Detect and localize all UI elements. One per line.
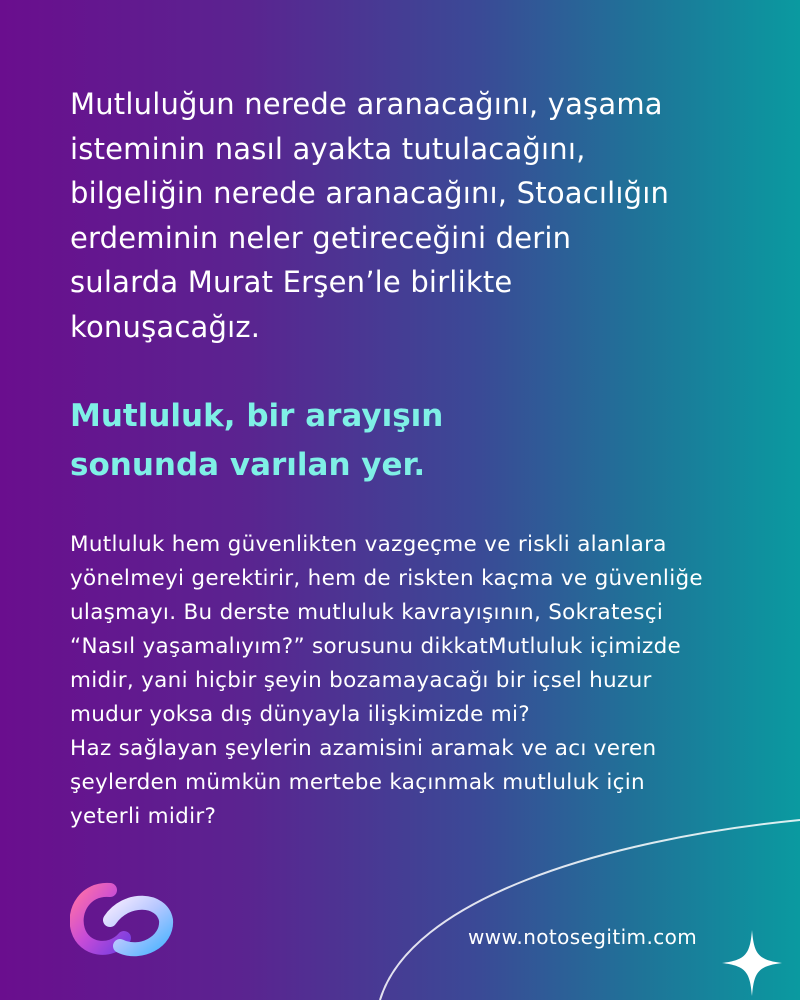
body-line: şeylerden mümkün mertebe kaçınmak mutluluk için	[70, 770, 645, 795]
notos-logo-icon	[70, 880, 174, 960]
body-line: Haz sağlayan şeylerin azamisini aramak ve acı veren	[70, 736, 657, 761]
headline-line: sonunda varılan yer.	[70, 447, 426, 483]
body-line: yönelmeyi gerektirir, hem de riskten kaçma ve güvenliğe	[70, 566, 703, 591]
body-line: mudur yoksa dış dünyayla ilişkimizde mi?	[70, 702, 531, 727]
body-paragraph	[70, 528, 750, 834]
headline	[70, 392, 670, 490]
intro-line: isteminin nasıl ayakta tutulacağını,	[70, 131, 586, 166]
intro-line: erdeminin neler getireceğini derin	[70, 220, 572, 255]
headline-line: Mutluluk, bir arayışın	[70, 398, 444, 434]
sparkle-icon	[722, 930, 782, 996]
intro-line: Mutluluğun nerede aranacağını, yaşama	[70, 87, 663, 121]
website-link[interactable]: www.notosegitim.com	[468, 925, 698, 949]
intro-line: sularda Murat Erşen’le birlikte	[70, 265, 513, 299]
body-line: “Nasıl yaşamalıyım?” sorusunu dikkatMutluluk içimizde	[70, 634, 682, 659]
intro-paragraph	[70, 82, 730, 349]
intro-line: konuşacağız.	[70, 309, 261, 344]
body-line: ulaşmayı. Bu derste mutluluk kavrayışının, Sokratesçi	[70, 600, 664, 625]
body-line: midir, yani hiçbir şeyin bozamayacağı bir içsel huzur	[70, 668, 652, 693]
body-line: Mutluluk hem güvenlikten vazgeçme ve riskli alanlara	[70, 532, 667, 557]
body-line: yeterli midir?	[70, 804, 217, 829]
intro-line: bilgeliğin nerede aranacağını, Stoacılığın	[70, 176, 670, 210]
